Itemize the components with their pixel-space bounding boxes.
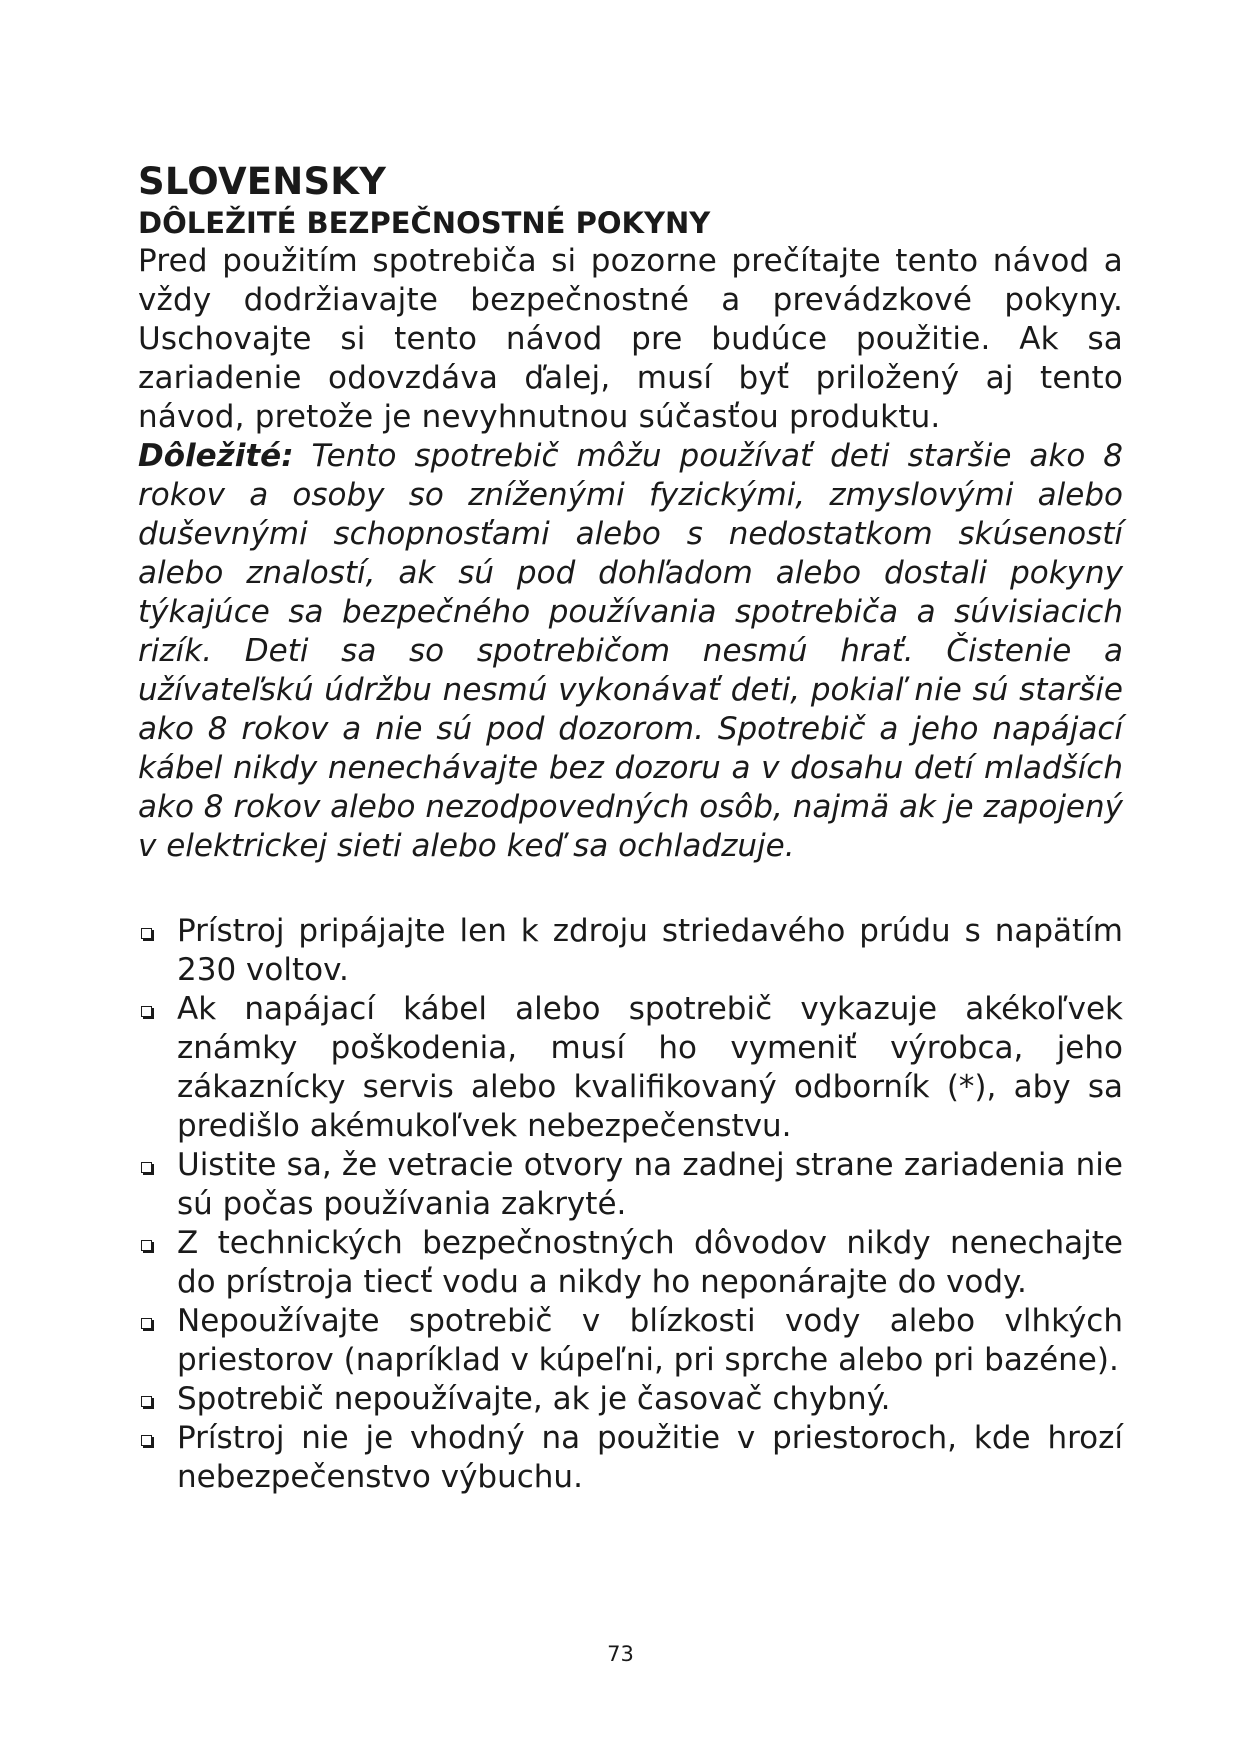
list-item [138, 1419, 1123, 1497]
checkbox-bullet-icon [141, 1162, 152, 1173]
page-content [138, 160, 1123, 1497]
list-item [138, 990, 1123, 1146]
list-item-text: Spotrebič nepoužívajte, ak je časovač chybný. [177, 1381, 891, 1417]
list-item-text: Z technických bezpečnostných dôvodov nikdy nenechajte do prístroja tiecť vodu a nikdy ho neponárajte do vody. [177, 1225, 1123, 1300]
list-item-text: Ak napájací kábel alebo spotrebič vykazuje akékoľvek známky poškodenia, musí ho vymeniť výrobca, jeho zákaznícky servis alebo kvalifikovaný odborník (*), aby sa predišlo akémukoľvek nebezpečenstvu. [177, 991, 1123, 1144]
list-item-text: Prístroj nie je vhodný na použitie v priestoroch, kde hrozí nebezpečenstvo výbuchu. [177, 1420, 1123, 1495]
section-title: DÔLEŽITÉ BEZPEČNOSTNÉ POKYNY [138, 206, 711, 240]
checkbox-bullet-icon [141, 1006, 152, 1017]
checkbox-bullet-icon [141, 1318, 152, 1329]
list-item [138, 1380, 1123, 1419]
checkbox-bullet-icon [141, 1435, 152, 1446]
list-item-text: Uistite sa, že vetracie otvory na zadnej strane zariadenia nie sú počas používania zakryté. [177, 1147, 1123, 1222]
list-item-text: Prístroj pripájajte len k zdroju striedavého prúdu s napätím 230 voltov. [177, 913, 1123, 988]
page-number: 73 [607, 1642, 634, 1666]
checkbox-bullet-icon [141, 1240, 152, 1251]
safety-list [138, 912, 1123, 1497]
list-item [138, 912, 1123, 990]
intro-paragraph: Pred použitím spotrebiča si pozorne prečítajte tento návod a vždy dodržiavajte bezpečnostné a prevádzkové pokyny. Uschovajte si tento návod pre budúce použitie. Ak sa zariadenie odovzdáva ďalej, musí byť priložený aj tento návod, pretože je nevyhnutnou súčasťou produktu. [138, 243, 1123, 435]
list-item-text: Nepoužívajte spotrebič v blízkosti vody alebo vlhkých priestorov (napríklad v kúpeľni, pri sprche alebo pri bazéne). [177, 1303, 1123, 1378]
checkbox-bullet-icon [141, 928, 152, 939]
important-label: Dôležité: [138, 438, 294, 474]
important-text: Tento spotrebič môžu používať deti staršie ako 8 rokov a osoby so zníženými fyzickými, zmyslovými alebo duševnými schopnosťami alebo s nedostatkom skúseností alebo znalostí, ak sú pod dohľadom alebo dostali pokyny týkajúce sa bezpečného používania spotrebiča a súvisiacich rizík. Deti sa so spotrebičom nesmú hrať. Čistenie a užívateľskú údržbu nesmú vykonávať deti, pokiaľ nie sú staršie ako 8 rokov a nie sú pod dozorom. Spotrebič a jeho napájací kábel nikdy nenechávajte bez dozoru a v dosahu detí mladších ako 8 rokov alebo nezodpovedných osôb, najmä ak je zapojený v elektrickej sieti alebo keď sa ochladzuje. [138, 438, 1123, 864]
list-item [138, 1302, 1123, 1380]
language-title: SLOVENSKY [138, 160, 387, 203]
list-item [138, 1224, 1123, 1302]
list-item [138, 1146, 1123, 1224]
checkbox-bullet-icon [141, 1396, 152, 1407]
important-notice [138, 437, 1123, 866]
